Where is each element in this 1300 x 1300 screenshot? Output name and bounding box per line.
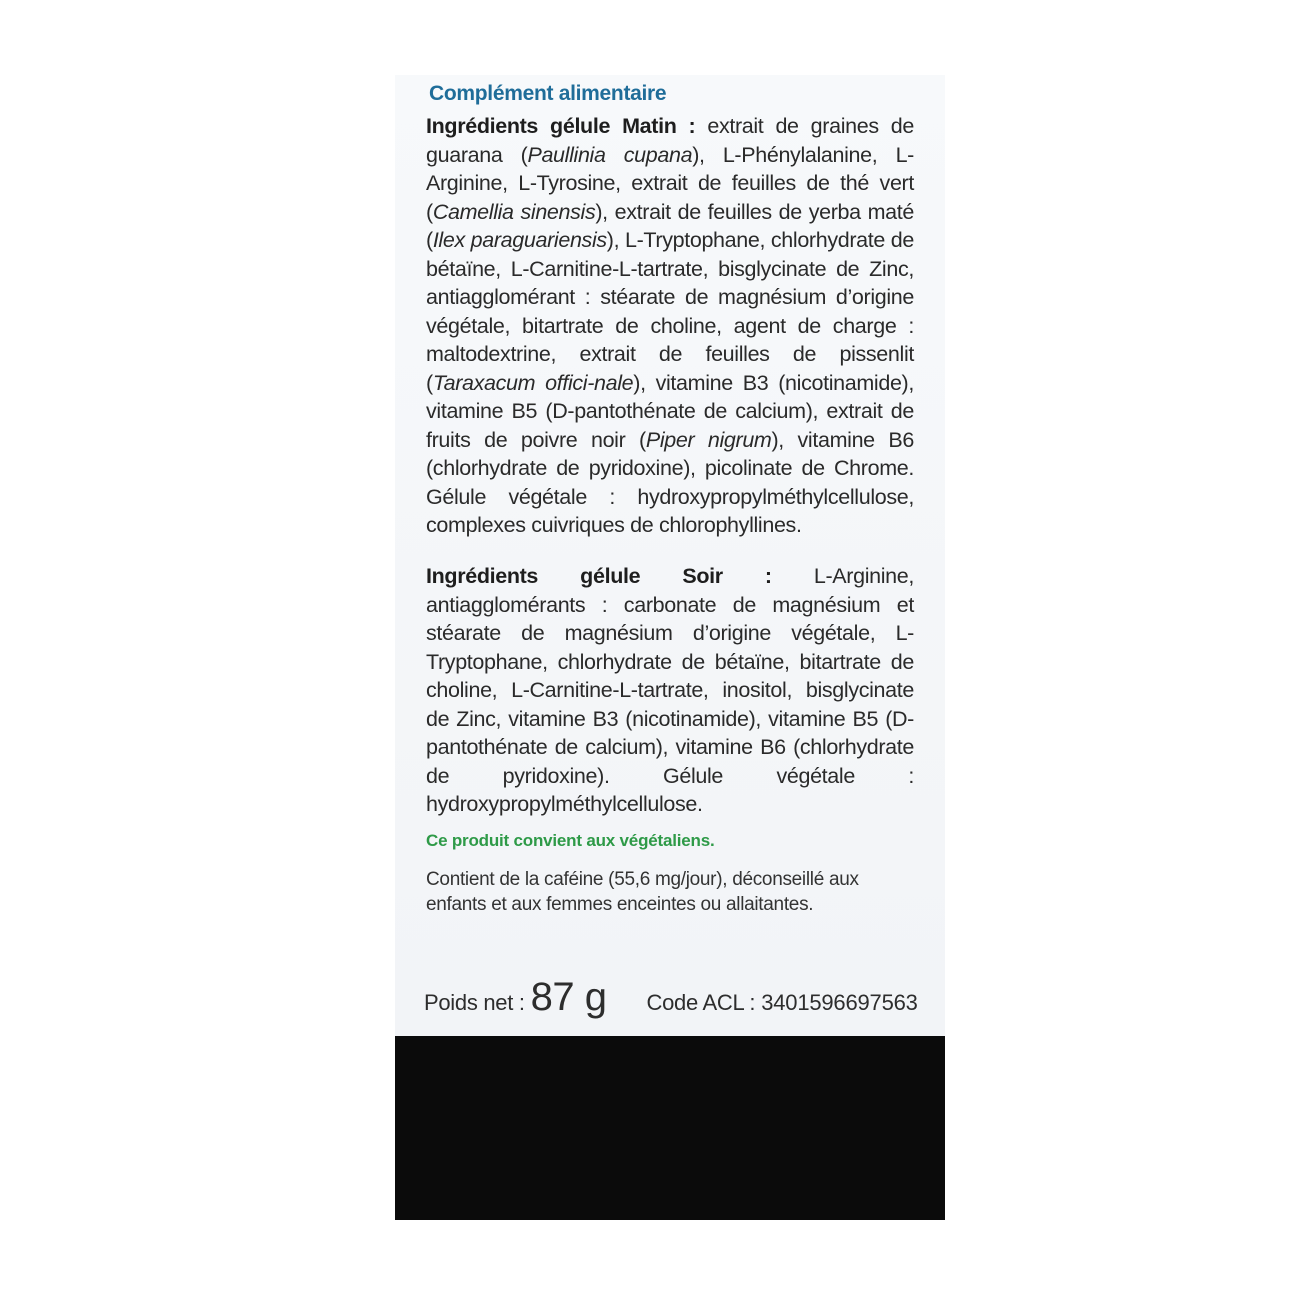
net-weight-label: Poids net : — [424, 990, 525, 1015]
vegan-note: Ce produit convient aux végétaliens. — [426, 831, 715, 850]
dark-band — [395, 1036, 945, 1220]
acl-code-value: 3401596697563 — [761, 990, 918, 1015]
category-heading: Complément alimentaire — [429, 82, 667, 105]
evening-ingredients — [426, 562, 914, 819]
ingredients-text: L-Arginine, antiagglomérants : carbonate de magnésium et stéarate de magnésium d’origine végétale, L-Tryptophane, chlorhydrate de bétaïne, bitartrate de choline, L-Carnitine-L-tartrate, inositol, bisglycinate de Zinc, vitamine B3 (nicotinamide), vitamine B5 (D-pantothénate de calcium), vitamine B6 (chlorhydrate de pyridoxine). Gélule végétale : hydroxypropylméthylcellulose. — [426, 564, 915, 816]
morning-ingredients — [426, 112, 914, 540]
acl-code-label: Code ACL : — [646, 990, 756, 1015]
latin-name: Piper nigrum — [645, 427, 772, 452]
evening-ingredients-label: Ingrédients gélule Soir : — [426, 564, 772, 588]
net-weight-value: 87 g — [530, 975, 607, 1019]
latin-name: Ilex paraguariensis — [432, 228, 607, 252]
caffeine-warning: Contient de la caféine (55,6 mg/jour), déconseillé aux enfants et aux femmes enceintes ou allaitantes. — [426, 869, 859, 915]
ingredients-text: extrait de graines de guarana ( — [426, 114, 914, 167]
ingredients-text: ), L-Phénylalanine, L-Arginine, L-Tyrosine, extrait de feuilles de thé vert ( — [426, 142, 914, 224]
latin-name: Camellia sinensis — [432, 199, 596, 224]
ingredients-text: ), vitamine B3 (nicotinamide), vitamine B5 (D-pantothénate de calcium), extrait de fruits de poivre noir ( — [426, 370, 914, 452]
morning-ingredients-label: Ingrédients gélule Matin : — [426, 114, 696, 138]
label-footer — [424, 975, 924, 1025]
ingredients-text: ), L-Tryptophane, chlorhydrate de bétaïne, L-Carnitine-L-tartrate, bisglycinate de Zinc, antiagglomérant : stéarate de magnésium d’origine végétale, bitartrate de choline, agent de charge : maltodextrine, extrait de feuilles de pissenlit ( — [426, 228, 914, 395]
latin-name: Paullinia cupana — [527, 142, 693, 167]
latin-name: Taraxacum offici-nale — [432, 370, 634, 395]
ingredients-text: ), extrait de feuilles de yerba maté ( — [426, 199, 914, 252]
ingredients-text: ), vitamine B6 (chlorhydrate de pyridoxine), picolinate de Chrome. Gélule végétale : hydroxypropylméthylcellulose, complexes cuivriques de chlorophyllines. — [426, 427, 914, 537]
